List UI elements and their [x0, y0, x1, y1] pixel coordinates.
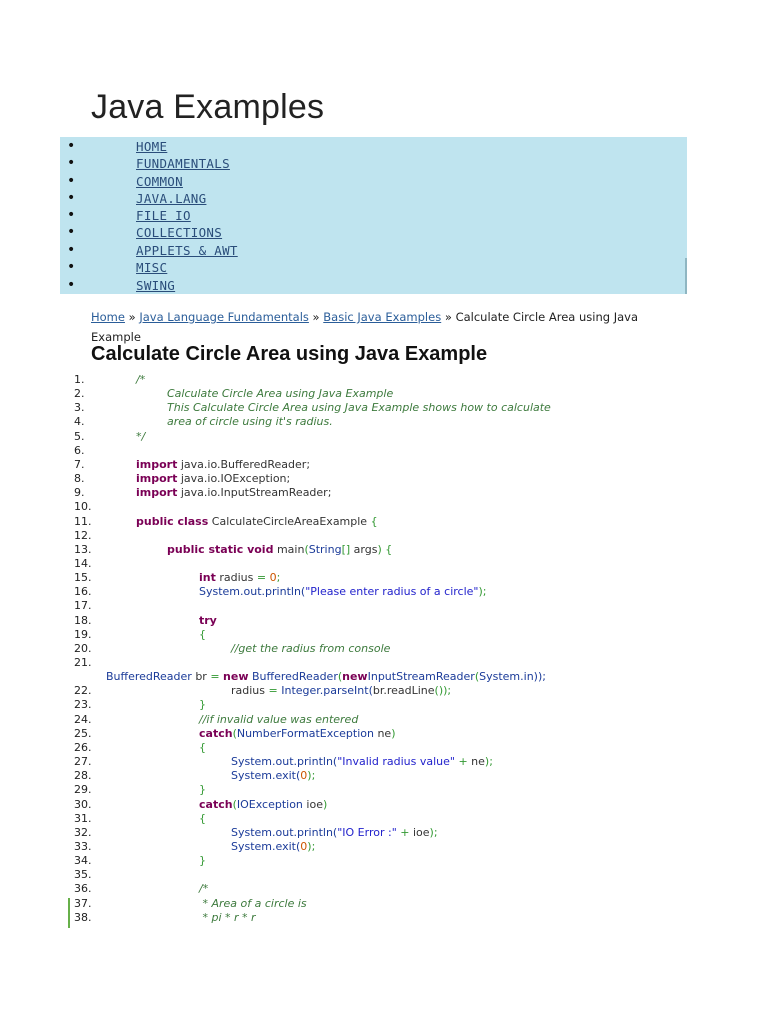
code-token: .exit( — [272, 769, 301, 782]
main-nav — [60, 137, 687, 294]
nav-bullet: • — [67, 259, 76, 275]
code-line — [199, 713, 358, 727]
code-line — [167, 415, 333, 429]
code-token: } — [199, 854, 206, 867]
code-token: public static void — [167, 543, 274, 556]
line-number: 19. — [74, 628, 92, 641]
breadcrumb-fundamentals-link[interactable]: Java Language Fundamentals — [139, 310, 309, 324]
nav-link-file-io[interactable]: FILE IO — [136, 208, 191, 223]
code-line — [136, 373, 145, 387]
code-token: { — [199, 628, 206, 641]
code-token: String — [308, 543, 342, 556]
nav-bullet: • — [67, 155, 76, 171]
line-number: 24. — [74, 713, 92, 726]
line-number: 32. — [74, 826, 92, 839]
nav-link-home[interactable]: HOME — [136, 139, 168, 154]
line-number: 31. — [74, 812, 92, 825]
code-token: ); — [429, 826, 438, 839]
code-line — [136, 458, 310, 472]
line-number: 38. — [74, 911, 92, 924]
nav-link-common[interactable]: COMMON — [136, 174, 183, 189]
breadcrumb-current: Calculate Circle Area using Java — [455, 310, 639, 324]
breadcrumb — [91, 307, 651, 347]
nav-link-applets-awt[interactable]: APPLETS & AWT — [136, 243, 238, 258]
code-token: ); — [307, 769, 316, 782]
code-token: area of circle using it's radius. — [167, 415, 333, 428]
line-number: 33. — [74, 840, 92, 853]
line-number: 28. — [74, 769, 92, 782]
code-token: main — [273, 543, 305, 556]
nav-item-applets-awt[interactable] — [60, 242, 687, 259]
breadcrumb-current-cont: Example — [91, 330, 141, 344]
code-line — [199, 897, 307, 911]
code-token: { — [199, 741, 206, 754]
line-number: 6. — [74, 444, 85, 457]
code-line — [231, 840, 315, 854]
code-token: .out.println( — [272, 755, 338, 768]
code-token: /* — [199, 882, 209, 895]
code-token: System — [231, 755, 273, 768]
code-line — [231, 642, 390, 656]
code-token: [] — [341, 543, 354, 556]
code-token: //get the radius from console — [231, 642, 391, 655]
nav-bullet: • — [67, 277, 76, 293]
code-line — [199, 698, 206, 712]
line-number: 36. — [74, 882, 92, 895]
code-token: System — [199, 585, 241, 598]
code-token: ( — [337, 670, 343, 683]
code-token: = — [256, 571, 270, 584]
code-token: try — [199, 614, 217, 627]
code-token: System — [231, 840, 273, 853]
code-token: //if invalid value was entered — [199, 713, 359, 726]
nav-link-fundamentals[interactable]: FUNDAMENTALS — [136, 156, 230, 171]
code-line — [199, 783, 206, 797]
code-token: "IO Error :" — [337, 826, 397, 839]
code-token: /* — [136, 373, 146, 386]
code-line — [199, 571, 280, 585]
code-token: radius — [231, 684, 269, 697]
code-token: NumberFormatException — [236, 727, 374, 740]
code-token: new — [342, 670, 368, 683]
code-line — [199, 585, 486, 599]
code-token: import — [136, 458, 178, 471]
code-token: br.readLine — [372, 684, 435, 697]
line-number: 22. — [74, 684, 92, 697]
code-token: Integer — [281, 684, 320, 697]
code-token: java.io.InputStreamReader; — [177, 486, 332, 499]
code-line — [106, 670, 546, 684]
code-token: import — [136, 486, 178, 499]
code-token: .in)); — [520, 670, 546, 683]
code-token: int — [199, 571, 216, 584]
code-token: ) — [391, 727, 396, 740]
nav-link-misc[interactable]: MISC — [136, 260, 168, 275]
code-token: ); — [478, 585, 487, 598]
line-number: 21. — [74, 656, 92, 669]
nav-item-fundamentals[interactable] — [60, 155, 687, 172]
code-line — [136, 486, 331, 500]
code-token: public class — [136, 515, 209, 528]
line-number: 9. — [74, 486, 85, 499]
breadcrumb-basic-link[interactable]: Basic Java Examples — [323, 310, 442, 324]
line-number: 29. — [74, 783, 92, 796]
line-number: 8. — [74, 472, 85, 485]
code-token: = — [268, 684, 282, 697]
code-token: { — [370, 515, 378, 528]
line-number: 12. — [74, 529, 92, 542]
line-number: 27. — [74, 755, 92, 768]
code-line — [199, 798, 327, 812]
site-title: Java Examples — [91, 88, 325, 126]
code-token: 0 — [269, 571, 277, 584]
code-token: { — [199, 812, 206, 825]
nav-bullet: • — [67, 190, 76, 206]
nav-item-home[interactable] — [60, 138, 687, 155]
code-token: + — [454, 755, 472, 768]
code-token: System — [231, 826, 273, 839]
code-token: import — [136, 472, 178, 485]
code-token: Calculate Circle Area using Java Example — [167, 387, 394, 400]
nav-item-collections[interactable] — [60, 224, 687, 241]
code-token: ne — [373, 727, 392, 740]
line-number: 15. — [74, 571, 92, 584]
code-token: ); — [307, 840, 316, 853]
nav-item-common[interactable] — [60, 173, 687, 190]
breadcrumb-separator: » — [124, 310, 140, 324]
code-token: ( — [474, 670, 480, 683]
code-gutter-marker — [68, 898, 70, 928]
code-token: args — [353, 543, 378, 556]
code-token: System — [231, 769, 273, 782]
breadcrumb-separator: » — [308, 310, 324, 324]
nav-scroll-edge — [685, 258, 687, 294]
nav-bullet: • — [67, 242, 76, 258]
line-number: 37. — [74, 897, 92, 910]
nav-link-collections[interactable]: COLLECTIONS — [136, 225, 223, 240]
nav-link-java-lang[interactable]: JAVA.LANG — [136, 191, 207, 206]
code-line — [199, 812, 206, 826]
code-line — [136, 472, 290, 486]
code-token: ioe — [412, 826, 430, 839]
line-number: 20. — [74, 642, 92, 655]
code-token: This Calculate Circle Area using Java Example shows how to calculate — [167, 401, 551, 414]
code-token: catch — [199, 798, 233, 811]
nav-bullet: • — [67, 207, 76, 223]
code-token: java.io.IOException; — [177, 472, 291, 485]
code-line — [199, 741, 206, 755]
code-line — [199, 614, 217, 628]
nav-bullet: • — [67, 224, 76, 240]
code-token: System — [479, 670, 521, 683]
code-line — [199, 854, 206, 868]
code-line — [167, 543, 392, 557]
code-token: ( — [232, 727, 237, 740]
code-token: BufferedReader — [106, 670, 192, 683]
code-token: } — [199, 698, 206, 711]
code-line — [199, 911, 256, 925]
code-token: = — [210, 670, 224, 683]
code-token: ioe — [302, 798, 323, 811]
code-line — [231, 755, 493, 769]
code-line — [167, 387, 393, 401]
code-token: } — [199, 783, 206, 796]
code-token: new — [223, 670, 249, 683]
line-number: 3. — [74, 401, 85, 414]
code-token: ); — [484, 755, 493, 768]
line-number: 17. — [74, 599, 92, 612]
line-number: 25. — [74, 727, 92, 740]
code-token: ( — [232, 798, 237, 811]
code-line — [199, 882, 208, 896]
code-line — [167, 401, 551, 415]
line-number: 26. — [74, 741, 92, 754]
code-token: */ — [136, 430, 146, 443]
nav-link-swing[interactable]: SWING — [136, 278, 176, 293]
breadcrumb-home-link[interactable]: Home — [91, 310, 125, 324]
code-token: .exit( — [272, 840, 301, 853]
code-token: IOException — [236, 798, 303, 811]
line-number: 11. — [74, 515, 92, 528]
nav-item-swing[interactable] — [60, 277, 687, 294]
code-line — [136, 430, 145, 444]
line-number: 18. — [74, 614, 92, 627]
nav-bullet: • — [67, 138, 76, 154]
line-number: 1. — [74, 373, 85, 386]
code-token: java.io.BufferedReader; — [177, 458, 311, 471]
code-line — [136, 515, 378, 529]
line-number: 16. — [74, 585, 92, 598]
line-number: 23. — [74, 698, 92, 711]
code-token: radius — [215, 571, 257, 584]
line-number: 30. — [74, 798, 92, 811]
code-token: + — [396, 826, 413, 839]
code-token: ( — [304, 543, 309, 556]
line-number: 2. — [74, 387, 85, 400]
code-token: ; — [276, 571, 281, 584]
breadcrumb-separator: » — [441, 310, 456, 324]
nav-item-file-io[interactable] — [60, 207, 687, 224]
code-token: * Area of a circle is — [199, 897, 307, 910]
line-number: 5. — [74, 430, 85, 443]
code-token: .out.println( — [272, 826, 338, 839]
code-token: ne — [471, 755, 485, 768]
code-token: catch — [199, 727, 233, 740]
code-token: "Invalid radius value" — [337, 755, 455, 768]
code-token: * pi * r * r — [199, 911, 256, 924]
line-number: 35. — [74, 868, 92, 881]
code-token: br — [191, 670, 211, 683]
code-token: ) { — [377, 543, 393, 556]
line-number: 34. — [74, 854, 92, 867]
code-token: 0 — [300, 840, 308, 853]
code-line — [231, 684, 451, 698]
code-token: .out.println( — [240, 585, 306, 598]
code-token: InputStreamReader — [367, 670, 475, 683]
code-line — [231, 769, 315, 783]
line-number: 7. — [74, 458, 85, 471]
code-token: .parseInt( — [319, 684, 373, 697]
code-line — [199, 628, 206, 642]
code-token: CalculateCircleAreaExample — [208, 515, 371, 528]
line-number: 13. — [74, 543, 92, 556]
code-token: ) — [322, 798, 328, 811]
nav-bullet: • — [67, 173, 76, 189]
nav-item-misc[interactable] — [60, 259, 687, 276]
page-title: Calculate Circle Area using Java Example — [91, 343, 488, 365]
line-number: 14. — [74, 557, 92, 570]
code-token: 0 — [300, 769, 308, 782]
code-line — [199, 727, 396, 741]
code-token: "Please enter radius of a circle" — [305, 585, 479, 598]
code-line — [231, 826, 438, 840]
code-token: BufferedReader — [248, 670, 338, 683]
code-token: ()); — [434, 684, 452, 697]
nav-item-java-lang[interactable] — [60, 190, 687, 207]
line-number: 10. — [74, 500, 92, 513]
line-number: 4. — [74, 415, 85, 428]
